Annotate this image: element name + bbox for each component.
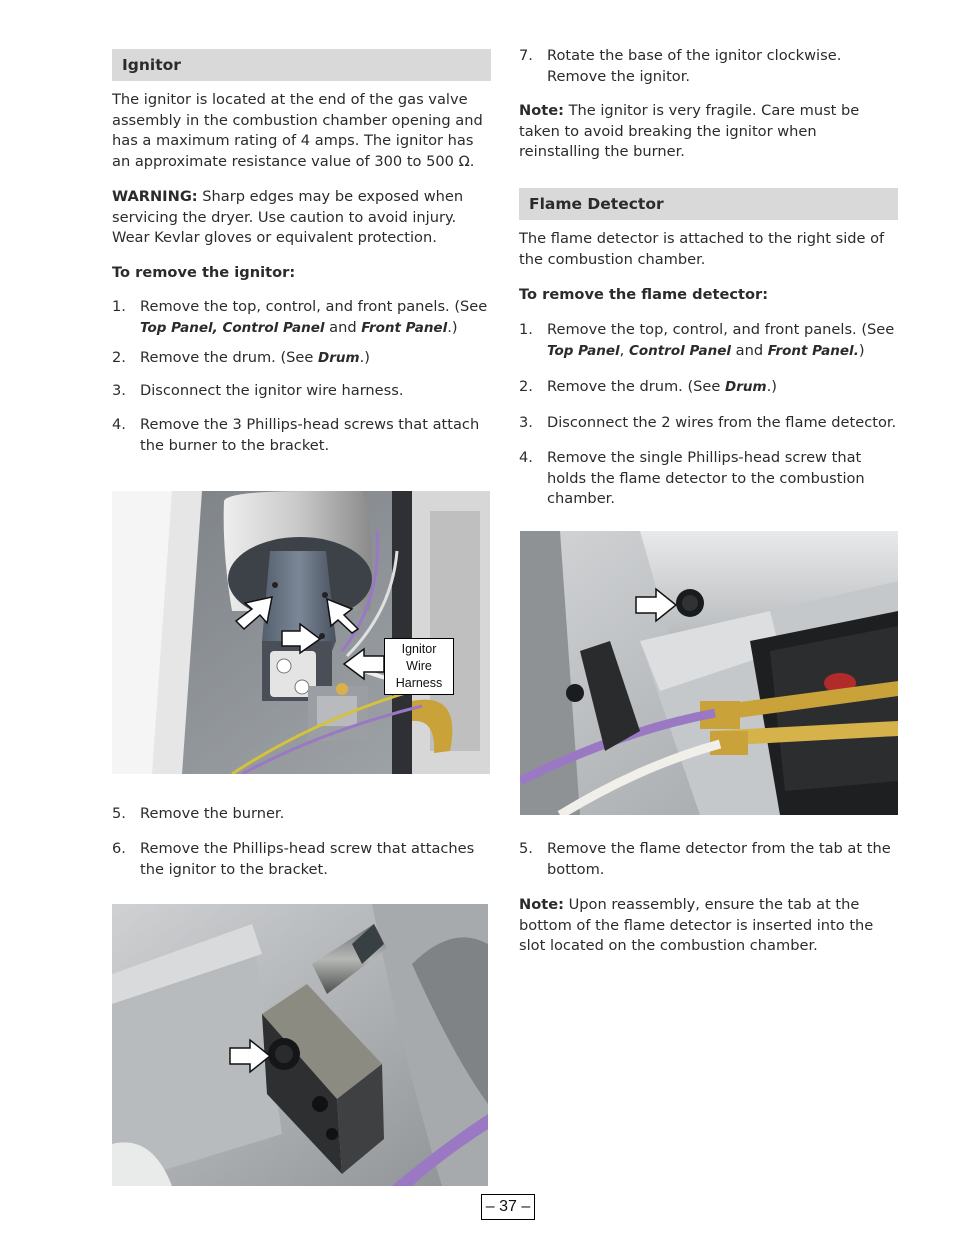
ref-link: Top Panel, Control Panel — [140, 319, 325, 336]
ignitor-intro: The ignitor is located at the end of the gas valve assembly in the combustion chamber opening and has a maximum rating of 4 amps. The ignitor has an approximate resistance value of 300 to 500 Ω. — [112, 91, 483, 170]
note-reassembly: Note: Upon reassembly, ensure the tab at the bottom of the flame detector is inserted into the slot located on the combustion chamber. — [519, 896, 874, 954]
warning-text: Sharp edges may be exposed when servicing the dryer. Use caution to avoid injury. Wear Kevlar gloves or equivalent protection. — [112, 188, 464, 246]
note-label: Note: — [519, 102, 564, 119]
flame-detector-intro: The flame detector is attached to the right side of the combustion chamber. — [519, 230, 885, 268]
ref-link: Top Panel — [547, 342, 620, 359]
warning-label: WARNING: — [112, 188, 198, 205]
ignitor-step-1: 1. Remove the top, control, and front panels. (See Top Panel, Control Panel and Front Panel.) — [112, 298, 488, 336]
section-heading-flame-detector: Flame Detector — [519, 188, 898, 220]
ref-link: Drum — [318, 350, 360, 366]
warning-paragraph — [112, 187, 492, 249]
ignitor-wire-harness-callout: Ignitor Wire Harness — [384, 638, 454, 695]
ref-link: Front Panel — [361, 319, 448, 336]
note-fragile: Note: The ignitor is very fragile. Care must be taken to avoid breaking the ignitor when reinstalling the burner. — [519, 102, 860, 160]
page-number: – 37 – — [481, 1194, 535, 1220]
flame-detector-photo — [520, 531, 898, 815]
ref-link: Front Panel. — [767, 342, 859, 359]
ref-link: Control Panel — [628, 342, 731, 359]
section-heading-ignitor: Ignitor — [112, 49, 491, 81]
flame-step-1: 1. Remove the top, control, and front panels. (See Top Panel, Control Panel and Front Panel.) — [519, 321, 895, 359]
remove-ignitor-heading: To remove the ignitor: — [112, 264, 296, 281]
burner-photo — [112, 491, 490, 774]
ignitor-bracket-photo — [112, 904, 488, 1186]
remove-flame-detector-heading: To remove the flame detector: — [519, 286, 769, 303]
note-label: Note: — [519, 896, 564, 913]
ref-link: Drum — [725, 379, 767, 395]
